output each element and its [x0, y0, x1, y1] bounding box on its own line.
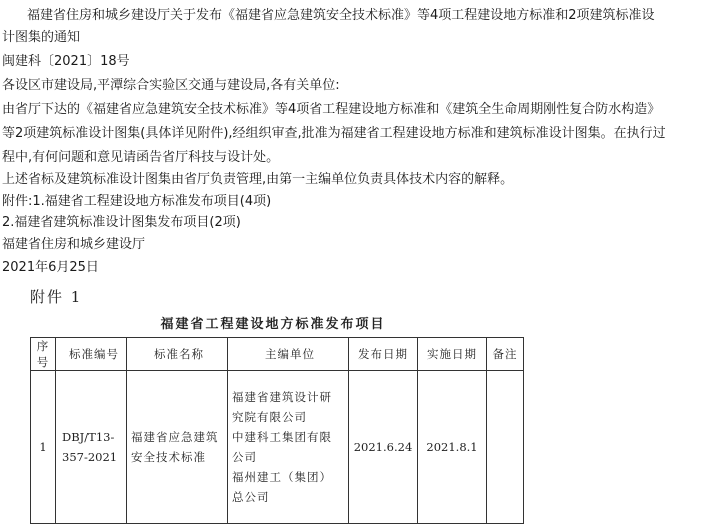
body-paragraph-line1: 由省厅下达的《福建省应急建筑安全技术标准》等4项省工程建设地方标准和《建筑全生命周期刚性复合防水构造》 — [2, 102, 661, 117]
issuer-signature: 福建省住房和城乡建设厅 — [2, 237, 146, 252]
notice-title-line1: 福建省住房和城乡建设厅关于发布《福建省应急建筑安全技术标准》等4项工程建设地方标准和2项建筑标准设 — [27, 8, 655, 23]
name-line: 安全技术标准 — [131, 450, 206, 464]
cell-name — [127, 371, 228, 524]
unit-line: 福建省建筑设计研 — [232, 390, 332, 404]
unit-line: 公司 — [232, 450, 257, 464]
body-paragraph-line4: 上述省标及建筑标准设计图集由省厅负责管理,由第一主编单位负责具体技术内容的解释。 — [2, 172, 514, 187]
annex-label: 附件 1 — [30, 288, 83, 306]
unit-line: 究院有限公司 — [232, 410, 307, 424]
header-no: 序号 — [31, 338, 56, 371]
body-paragraph-line2: 等2项建筑标准设计图集(具体详见附件),经组织审查,批准为福建省工程建设地方标准和建筑标准设计图集。在执行过 — [2, 126, 666, 141]
cell-unit — [228, 371, 349, 524]
cell-implement-date: 2021.8.1 — [418, 371, 487, 524]
unit-line: 总公司 — [232, 490, 270, 504]
table-header-row — [31, 338, 524, 371]
unit-line: 福州建工（集团） — [232, 470, 332, 484]
cell-publish-date: 2021.6.24 — [349, 371, 418, 524]
unit-line: 中建科工集团有限 — [232, 430, 332, 444]
annex-table-title: 福建省工程建设地方标准发布项目 — [160, 317, 386, 332]
attachment-item-1[interactable]: 附件:1.福建省工程建设地方标准发布项目(4项) — [2, 194, 272, 209]
notice-title-line2: 计图集的通知 — [2, 30, 81, 45]
cell-no: 1 — [31, 371, 56, 524]
attachment-item-2[interactable]: 2.福建省建筑标准设计图集发布项目(2项) — [2, 215, 241, 230]
salutation: 各设区市建设局,平潭综合实验区交通与建设局,各有关单位: — [2, 78, 340, 93]
cell-note — [487, 371, 524, 524]
table-row — [31, 371, 524, 524]
header-note: 备注 — [487, 338, 524, 371]
body-paragraph-line3: 程中,有何问题和意见请函告省厅科技与设计处。 — [2, 150, 280, 165]
document-number: 闽建科〔2021〕18号 — [2, 54, 130, 69]
header-name: 标准名称 — [127, 338, 228, 371]
header-implement-date: 实施日期 — [418, 338, 487, 371]
issue-date: 2021年6月25日 — [2, 260, 99, 275]
code-line: 357-2021 — [62, 450, 118, 464]
header-publish-date: 发布日期 — [349, 338, 418, 371]
standards-table — [30, 337, 524, 524]
header-unit: 主编单位 — [228, 338, 349, 371]
header-code: 标准编号 — [56, 338, 127, 371]
code-line: DBJ/T13- — [62, 430, 115, 444]
cell-code — [56, 371, 127, 524]
name-line: 福建省应急建筑 — [131, 430, 219, 444]
